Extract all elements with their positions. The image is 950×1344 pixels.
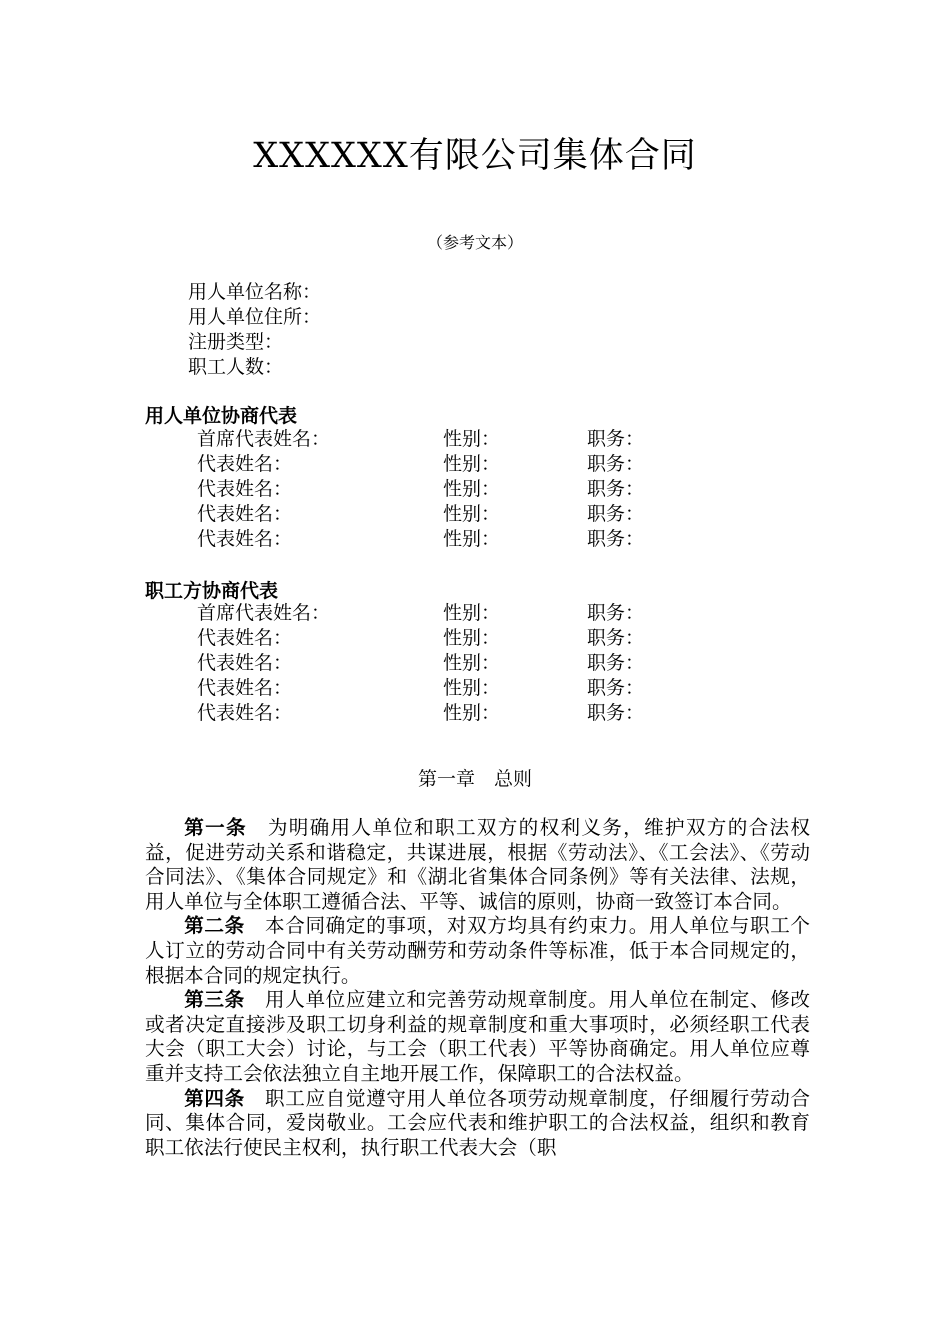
rep-name-label: 代表姓名： xyxy=(197,627,293,649)
article xyxy=(145,914,810,988)
rep-gender-label: 性别： xyxy=(443,453,501,475)
rep-position-label: 职务： xyxy=(587,627,645,649)
rep-position-label: 职务： xyxy=(587,602,645,624)
rep-gender-label: 性别： xyxy=(443,428,501,450)
rep-name-label: 代表姓名： xyxy=(197,652,293,674)
article-label: 第四条 xyxy=(184,1086,245,1110)
article-text: 为明确用人单位和职工双方的权利义务，维护双方的合法权益，促进劳动关系和谐稳定，共谋进展，根据《劳动法》、《工会法》、《劳动合同法》、《集体合同规定》和《湖北省集体合同条例》等有关法律、法规，用人单位与全体职工遵循合法、平等、诚信的原则，协商一致签订本合同。 xyxy=(145,816,811,913)
rep-gender-label: 性别： xyxy=(443,702,501,724)
rep-position-label: 职务： xyxy=(587,503,645,525)
article-label: 第二条 xyxy=(184,914,245,938)
rep-position-label: 职务： xyxy=(587,528,645,550)
rep-name-label: 首席代表姓名： xyxy=(197,602,331,624)
article xyxy=(145,988,810,1086)
rep-name-label: 代表姓名： xyxy=(197,677,293,699)
rep-name-label: 代表姓名： xyxy=(197,528,293,550)
rep-position-label: 职务： xyxy=(587,453,645,475)
rep-position-label: 职务： xyxy=(587,652,645,674)
employer-info xyxy=(188,280,321,380)
article-text: 职工应自觉遵守用人单位各项劳动规章制度，仔细履行劳动合同、集体合同，爱岗敬业。工会应代表和维护职工的合法权益，组织和教育职工依法行使民主权利，执行职工代表大会（职 xyxy=(145,1086,811,1159)
rep-gender-label: 性别： xyxy=(443,478,501,500)
rep-gender-label: 性别： xyxy=(443,627,501,649)
rep-name-label: 代表姓名： xyxy=(197,453,293,475)
rep-position-label: 职务： xyxy=(587,677,645,699)
rep-position-label: 职务： xyxy=(587,428,645,450)
chapter-heading: 第一章 总则 xyxy=(417,768,532,790)
worker-reps-heading: 职工方协商代表 xyxy=(145,580,279,602)
article xyxy=(145,816,810,914)
rep-name-label: 代表姓名： xyxy=(197,702,293,724)
employer-name-field: 用人单位名称： xyxy=(188,281,322,303)
document-title: XXXXXX有限公司集体合同 xyxy=(253,136,697,176)
article xyxy=(145,1087,810,1161)
employer-address-field: 用人单位住所： xyxy=(188,306,322,328)
rep-gender-label: 性别： xyxy=(443,652,501,674)
rep-gender-label: 性别： xyxy=(443,528,501,550)
article-text: 本合同确定的事项，对双方均具有约束力。用人单位与职工个人订立的劳动合同中有关劳动酬劳和劳动条件等标准，低于本合同规定的，根据本合同的规定执行。 xyxy=(145,914,811,987)
document-subtitle: （参考文本） xyxy=(426,233,523,252)
rep-name-label: 代表姓名： xyxy=(197,478,293,500)
rep-position-label: 职务： xyxy=(587,702,645,724)
rep-gender-label: 性别： xyxy=(443,602,501,624)
article-label: 第三条 xyxy=(184,988,245,1012)
employer-reps-heading: 用人单位协商代表 xyxy=(145,405,298,427)
rep-gender-label: 性别： xyxy=(443,677,501,699)
rep-name-label: 代表姓名： xyxy=(197,503,293,525)
registration-type-field: 注册类型： xyxy=(188,331,284,353)
rep-position-label: 职务： xyxy=(587,478,645,500)
rep-gender-label: 性别： xyxy=(443,503,501,525)
employee-count-field: 职工人数： xyxy=(188,356,284,378)
article-text: 用人单位应建立和完善劳动规章制度。用人单位在制定、修改或者决定直接涉及职工切身利益的规章制度和重大事项时，必须经职工代表大会（职工大会）讨论，与工会（职工代表）平等协商确定。用人单位应尊重并支持工会依法独立自主地开展工作，保障职工的合法权益。 xyxy=(145,988,811,1085)
article-label: 第一条 xyxy=(184,816,247,839)
rep-name-label: 首席代表姓名： xyxy=(197,428,331,450)
articles-body xyxy=(145,816,810,1160)
